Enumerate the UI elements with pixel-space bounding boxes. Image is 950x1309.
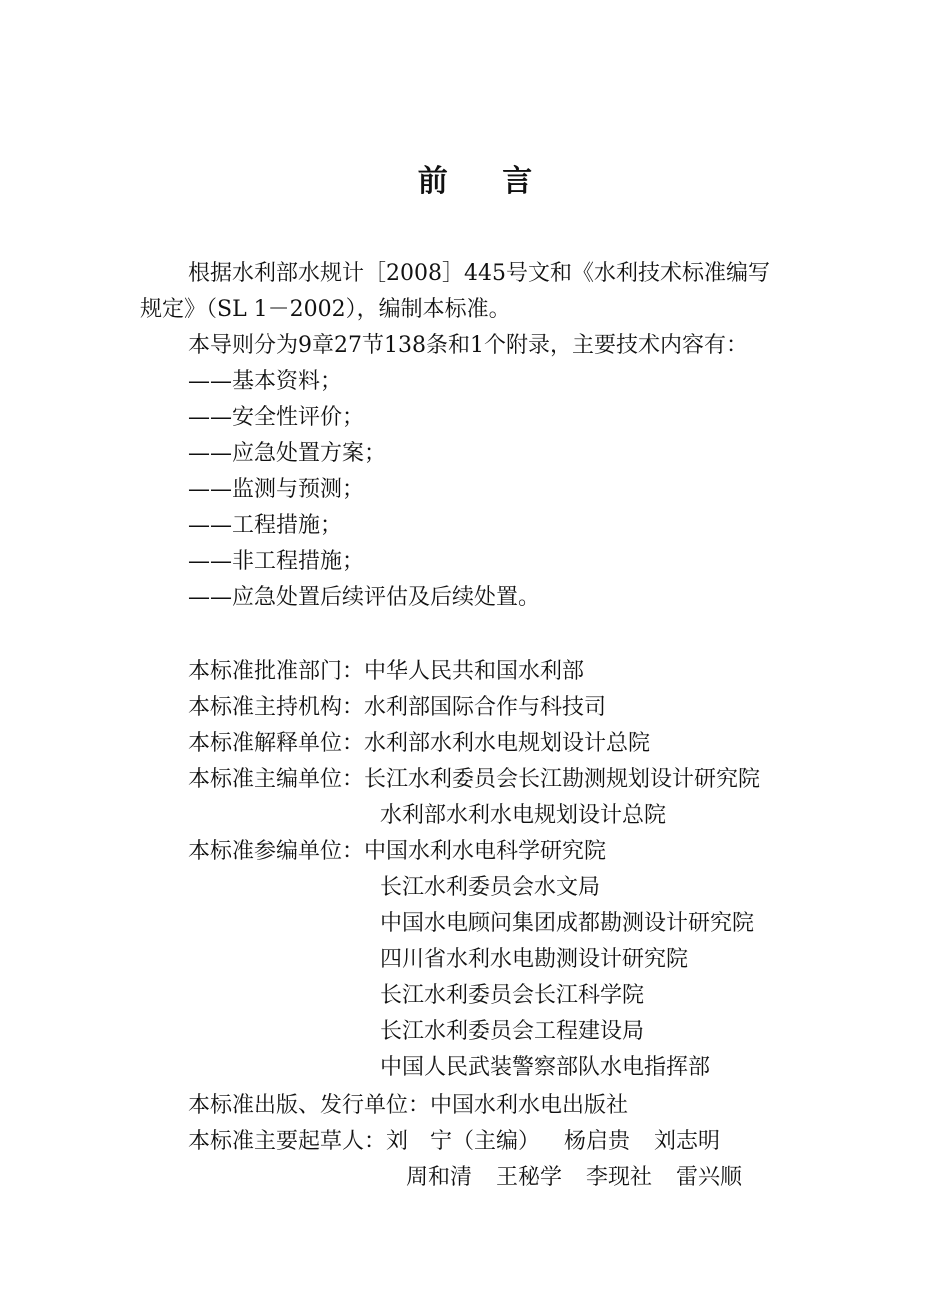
co-editor-value: 四川省水利水电勘测设计研究院 bbox=[380, 947, 689, 972]
content-list-item: ——监测与预测； bbox=[188, 477, 365, 502]
drafter-name: 周和清 bbox=[406, 1165, 473, 1190]
drafter-name: 王秘学 bbox=[496, 1165, 563, 1190]
interpreter-value: 水利部水利水电规划设计总院 bbox=[364, 731, 651, 756]
approver-label: 本标准批准部门： bbox=[188, 659, 365, 684]
host-value: 水利部国际合作与科技司 bbox=[364, 695, 607, 720]
intro-paragraph-line-1: 根据水利部水规计［2008］445号文和《水利技术标准编写 bbox=[188, 261, 770, 286]
chief-editor-value: 长江水利委员会长江勘测规划设计研究院 bbox=[364, 767, 761, 792]
page-title-left: 前 bbox=[417, 164, 448, 199]
publisher-label: 本标准出版、发行单位： bbox=[188, 1093, 431, 1118]
chief-editor-row bbox=[188, 762, 760, 798]
drafter-name: 李现社 bbox=[586, 1165, 653, 1190]
co-editor-label: 本标准参编单位： bbox=[188, 839, 365, 864]
host-row bbox=[188, 690, 606, 726]
drafters-label: 本标准主要起草人： bbox=[188, 1129, 387, 1154]
interpreter-row bbox=[188, 726, 650, 762]
drafter-name: 刘 宁（主编） bbox=[386, 1129, 541, 1154]
co-editor-value: 中国水利水电科学研究院 bbox=[364, 839, 607, 864]
co-editor-value: 长江水利委员会长江科学院 bbox=[380, 983, 645, 1008]
co-editor-row bbox=[188, 834, 606, 870]
co-editor-value: 长江水利委员会水文局 bbox=[380, 875, 601, 900]
interpreter-label: 本标准解释单位： bbox=[188, 731, 365, 756]
co-editor-value: 中国水电顾问集团成都勘测设计研究院 bbox=[380, 911, 755, 936]
publisher-value: 中国水利水电出版社 bbox=[430, 1093, 629, 1118]
drafter-name: 杨启贵 bbox=[564, 1129, 631, 1154]
host-label: 本标准主持机构： bbox=[188, 695, 365, 720]
drafters-row-2 bbox=[406, 1160, 766, 1196]
approver-value: 中华人民共和国水利部 bbox=[364, 659, 585, 684]
content-list-item: ——应急处置方案； bbox=[188, 441, 387, 466]
content-list-item: ——基本资料； bbox=[188, 369, 343, 394]
page-title-right: 言 bbox=[502, 164, 533, 199]
intro-paragraph-line-2: 规定》（SL 1－2002），编制本标准。 bbox=[140, 297, 511, 322]
content-list-item: ——工程措施； bbox=[188, 513, 343, 538]
chief-editor-label: 本标准主编单位： bbox=[188, 767, 365, 792]
co-editor-value: 长江水利委员会工程建设局 bbox=[380, 1019, 645, 1044]
content-list-item: ——安全性评价； bbox=[188, 405, 365, 430]
approver-row bbox=[188, 654, 584, 690]
drafter-name: 雷兴顺 bbox=[676, 1165, 743, 1190]
intro-paragraph bbox=[140, 256, 820, 328]
page-title bbox=[0, 160, 950, 204]
chief-editor-value: 水利部水利水电规划设计总院 bbox=[380, 803, 667, 828]
content-list-item: ——非工程措施； bbox=[188, 549, 365, 574]
drafter-name: 刘志明 bbox=[654, 1129, 721, 1154]
contents-summary bbox=[140, 328, 820, 364]
co-editor-value: 中国人民武装警察部队水电指挥部 bbox=[380, 1055, 711, 1080]
content-list-item: ——应急处置后续评估及后续处置。 bbox=[188, 585, 541, 610]
publisher-row bbox=[188, 1088, 628, 1124]
contents-summary-line: 本导则分为9章27节138条和1个附录，主要技术内容有： bbox=[188, 333, 748, 358]
drafters-row-1 bbox=[188, 1124, 744, 1160]
